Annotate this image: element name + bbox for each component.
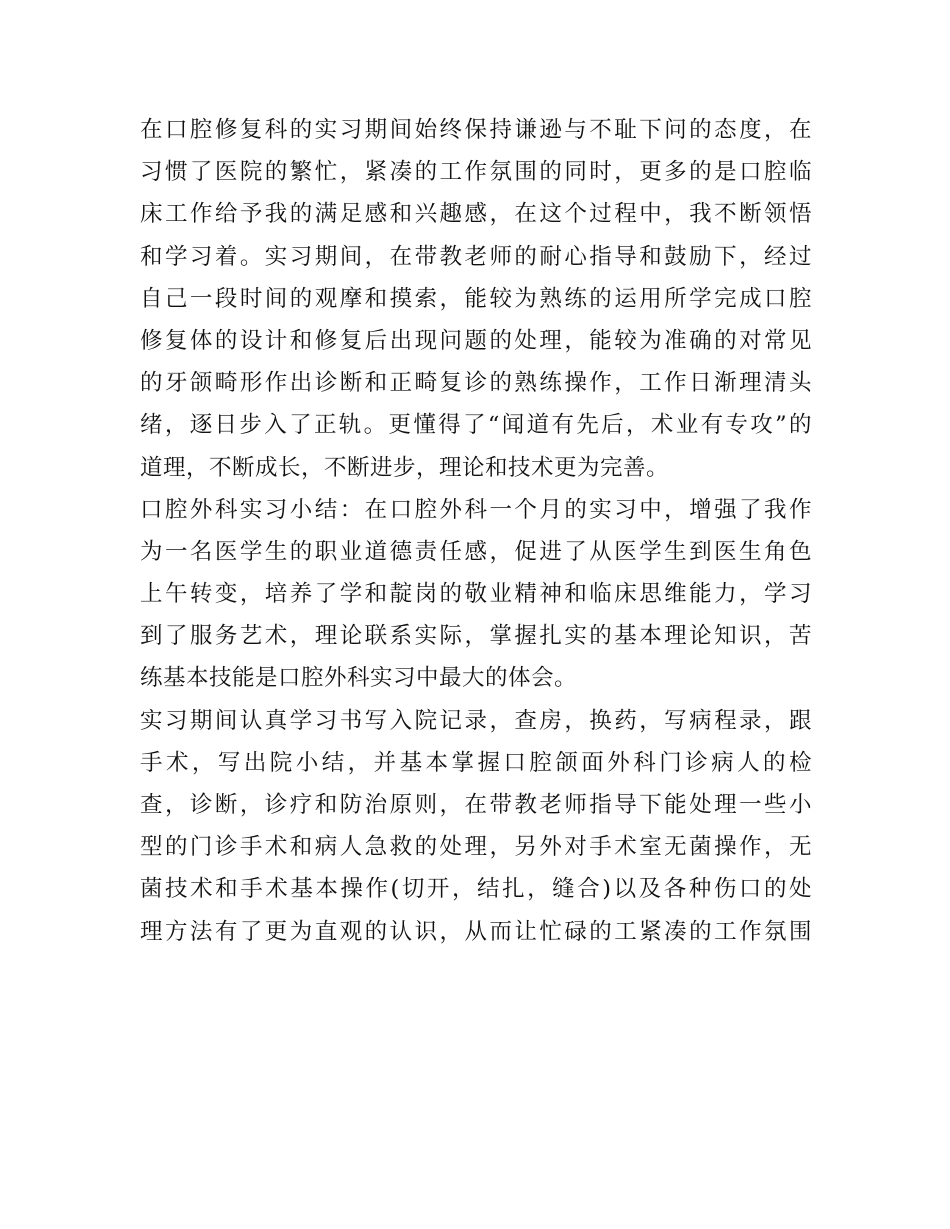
text-line: 在口腔修复科的实习期间始终保持谦逊与不耻下问的态度，在 [140, 117, 812, 143]
text-line: 型的门诊手术和病人急救的处理，另外对手术室无菌操作，无 [140, 834, 812, 861]
text-line: 习惯了医院的繁忙，紧凑的工作氛围的同时，更多的是口腔临 [140, 159, 812, 186]
text-line: 自己一段时间的观摩和摸索，能较为熟练的运用所学完成口腔 [140, 285, 812, 312]
text-line: 道理，不断成长，不断进步，理论和技术更为完善。 [140, 454, 670, 481]
text-line: 和学习着。实习期间，在带教老师的耐心指导和鼓励下，经过 [140, 243, 812, 270]
text-line: 查，诊断，诊疗和防治原则，在带教老师指导下能处理一些小 [140, 792, 812, 818]
text-line: 理方法有了更为直观的认识，从而让忙碌的工紧凑的工作氛围 [140, 918, 812, 945]
paragraph-internship-duties [140, 700, 812, 953]
text-line: 口腔外科实习小结：在口腔外科一个月的实习中，增强了我作 [140, 496, 812, 523]
text-line: 练基本技能是口腔外科实习中最大的体会。 [140, 665, 578, 692]
document-body [140, 109, 812, 953]
text-line: 的牙颌畸形作出诊断和正畸复诊的熟练操作，工作日渐理清头 [140, 370, 812, 397]
paragraph-oral-surgery-summary [140, 489, 812, 700]
text-line: 床工作给予我的满足感和兴趣感，在这个过程中，我不断领悟 [140, 201, 812, 228]
text-line: 菌技术和手术基本操作(切开，结扎，缝合)以及各种伤口的处 [140, 876, 812, 903]
text-line: 为一名医学生的职业道德责任感，促进了从医学生到医生角色 [140, 538, 812, 565]
text-line: 绪，逐日步入了正轨。更懂得了“闻道有先后，术业有专攻”的 [140, 412, 812, 439]
paragraph-prosthodontics [140, 109, 812, 489]
text-line: 上午转变，培养了学和靛岗的敬业精神和临床思维能力，学习 [140, 581, 812, 608]
text-line: 实习期间认真学习书写入院记录，查房，换药，写病程录，跟 [140, 707, 812, 734]
text-line: 到了服务艺术，理论联系实际，掌握扎实的基本理论知识，苦 [140, 623, 812, 650]
text-line: 手术，写出院小结，并基本掌握口腔颌面外科门诊病人的检 [140, 749, 812, 776]
text-line: 修复体的设计和修复后出现问题的处理，能较为准确的对常见 [140, 327, 812, 354]
